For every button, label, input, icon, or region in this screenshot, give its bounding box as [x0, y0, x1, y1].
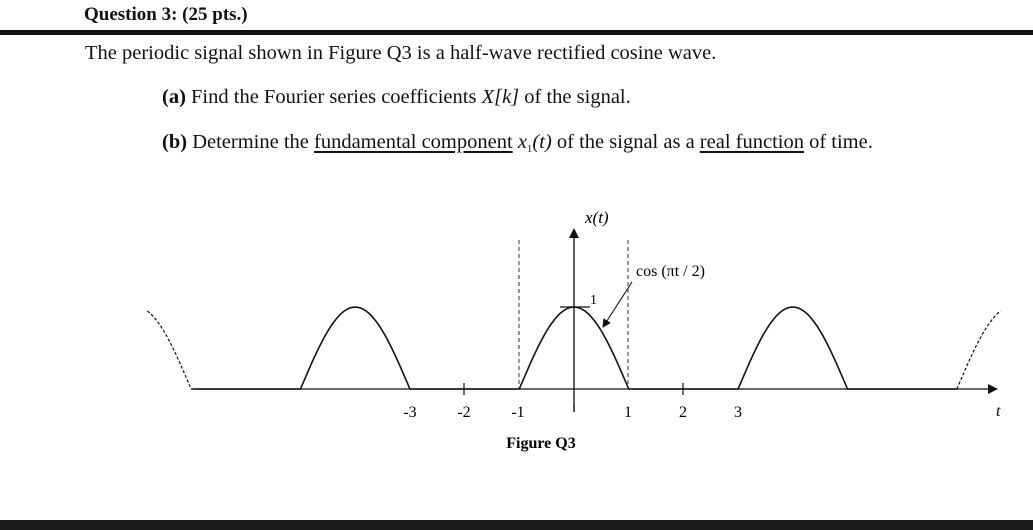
x1-math-sub: 1 — [526, 143, 533, 155]
x1-math-var: x — [517, 131, 527, 153]
part-a-label: (a) — [162, 86, 186, 108]
peak-label: 1 — [590, 293, 597, 308]
y-axis-arrow-icon — [569, 228, 579, 238]
question-intro: The periodic signal shown in Figure Q3 is a half-wave rectified cosine wave. — [85, 42, 717, 64]
question-title: Question 3: (25 pts.) — [84, 4, 248, 25]
part-a-text-after: of the signal. — [519, 86, 631, 108]
real-function-term: real function — [699, 131, 804, 153]
part-b-text-mid: of the signal as a — [551, 131, 700, 153]
bottom-bar — [0, 520, 1033, 530]
tick-label-neg1: -1 — [511, 404, 525, 421]
part-b-text-after: of time. — [803, 131, 873, 153]
part-a-math: X[k] — [481, 86, 520, 108]
part-b-label: (b) — [162, 131, 188, 153]
x1-math-arg: (t) — [532, 131, 552, 153]
tick-label-3: 3 — [734, 404, 742, 421]
y-axis-label: x(t) — [585, 208, 609, 227]
tick-label-2: 2 — [679, 404, 687, 421]
tick-label-1: 1 — [624, 404, 632, 421]
part-a-text-before: Find the Fourier series coefficients — [185, 86, 482, 108]
fundamental-component-term: fundamental component — [314, 131, 513, 153]
cos-annotation: cos (πt / 2) — [636, 263, 705, 280]
tick-label-neg2: -2 — [457, 404, 471, 421]
waveform-trail-right — [957, 311, 1001, 389]
figure-caption: Figure Q3 — [506, 435, 576, 452]
x-axis-arrow-icon — [988, 384, 998, 394]
x-axis-label: t — [996, 403, 1001, 420]
tick-label-neg3: -3 — [403, 404, 417, 421]
part-b-text-before: Determine the — [187, 131, 314, 153]
waveform-trail-left — [147, 311, 191, 389]
